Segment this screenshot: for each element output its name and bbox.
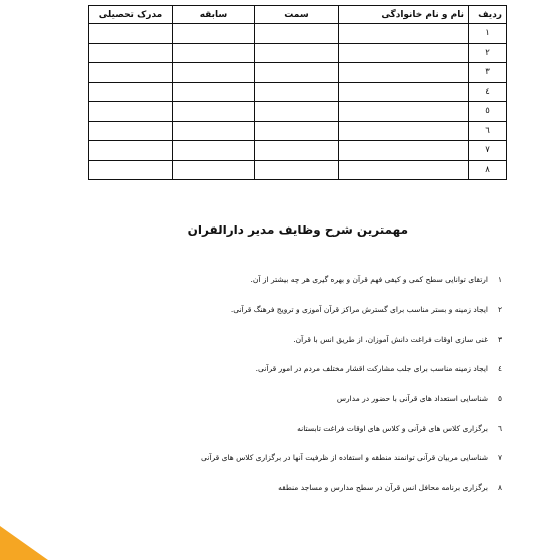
corner-decoration-icon [0, 526, 48, 560]
cell-degree [89, 102, 173, 122]
item-text: برگزاری برنامه محافل انس قرآن در سطح مدارس و مساجد منطقه [278, 483, 488, 493]
cell-position [255, 82, 339, 102]
cell-position [255, 102, 339, 122]
row-index: ٧ [469, 141, 507, 161]
cell-experience [173, 43, 255, 63]
cell-degree [89, 141, 173, 161]
item-text: شناسایی استعداد های قرآنی با حضور در مدارس [336, 394, 488, 404]
cell-name [339, 43, 469, 63]
cell-position [255, 63, 339, 83]
table-header-row [89, 6, 507, 24]
cell-experience [173, 141, 255, 161]
item-text: غنی سازی اوقات فراغت دانش آموزان، از طریق انس با قرآن. [293, 334, 488, 344]
table-row [89, 43, 507, 63]
item-text: برگزاری کلاس های قرآنی و کلاس های اوقات فراغت تابستانه [297, 423, 488, 433]
cell-degree [89, 160, 173, 180]
row-index: ٤ [469, 82, 507, 102]
item-text: ارتقای توانایی سطح کمی و کیفی فهم قرآن و بهره گیری هر چه بیشتر از آن. [250, 275, 488, 285]
cell-degree [89, 121, 173, 141]
row-index: ٨ [469, 160, 507, 180]
list-item [34, 413, 504, 443]
duties-list [34, 265, 504, 503]
cell-degree [89, 24, 173, 44]
cell-degree [89, 82, 173, 102]
cell-position [255, 24, 339, 44]
table-row [89, 82, 507, 102]
item-number: ۳ [497, 334, 503, 344]
cell-name [339, 102, 469, 122]
item-number: ٥ [497, 394, 503, 404]
cell-position [255, 43, 339, 63]
cell-name [339, 141, 469, 161]
cell-experience [173, 63, 255, 83]
cell-name [339, 160, 469, 180]
item-number: ٤ [497, 364, 503, 374]
list-item [34, 384, 504, 414]
item-number: ٦ [497, 423, 503, 433]
item-number: ۲ [497, 305, 503, 315]
header-experience: سابقه [173, 6, 255, 24]
header-position: سمت [255, 6, 339, 24]
cell-experience [173, 82, 255, 102]
section-title: مهمترین شرح وظایف مدیر دارالقران [187, 223, 408, 237]
cell-position [255, 121, 339, 141]
cell-experience [173, 121, 255, 141]
row-index: ٦ [469, 121, 507, 141]
cell-name [339, 24, 469, 44]
cell-name [339, 82, 469, 102]
cell-name [339, 63, 469, 83]
item-number: ٧ [497, 453, 503, 463]
list-item [34, 265, 504, 295]
cell-experience [173, 24, 255, 44]
table-row [89, 24, 507, 44]
item-number: ۱ [497, 275, 503, 285]
row-index: ۱ [469, 24, 507, 44]
table-row [89, 141, 507, 161]
header-name: نام و نام خانوادگی [339, 6, 469, 24]
cell-position [255, 141, 339, 161]
list-item [34, 324, 504, 354]
cell-degree [89, 63, 173, 83]
header-degree: مدرک تحصیلی [89, 6, 173, 24]
header-index: ردیف [469, 6, 507, 24]
row-index: ۲ [469, 43, 507, 63]
cell-name [339, 121, 469, 141]
table-row [89, 63, 507, 83]
corner-triangle [0, 526, 48, 560]
list-item [34, 473, 504, 503]
row-index: ٥ [469, 102, 507, 122]
item-text: شناسایی مربیان قرآنی توانمند منطقه و استفاده از ظرفیت آنها در برگزاری کلاس های قرآنی [201, 453, 488, 463]
table-row [89, 160, 507, 180]
staff-table [88, 5, 507, 180]
cell-position [255, 160, 339, 180]
list-item [34, 443, 504, 473]
list-item [34, 295, 504, 325]
item-number: ٨ [497, 483, 503, 493]
item-text: ایجاد زمینه و بستر مناسب برای گسترش مراکز قرآن آموزی و ترویج فرهنگ قرآنی. [230, 305, 488, 315]
cell-experience [173, 160, 255, 180]
table-row [89, 121, 507, 141]
cell-experience [173, 102, 255, 122]
row-index: ۳ [469, 63, 507, 83]
table-row [89, 102, 507, 122]
cell-degree [89, 43, 173, 63]
item-text: ایجاد زمینه مناسب برای جلب مشارکت اقشار مختلف مردم در امور قرآنی. [255, 364, 488, 374]
list-item [34, 354, 504, 384]
